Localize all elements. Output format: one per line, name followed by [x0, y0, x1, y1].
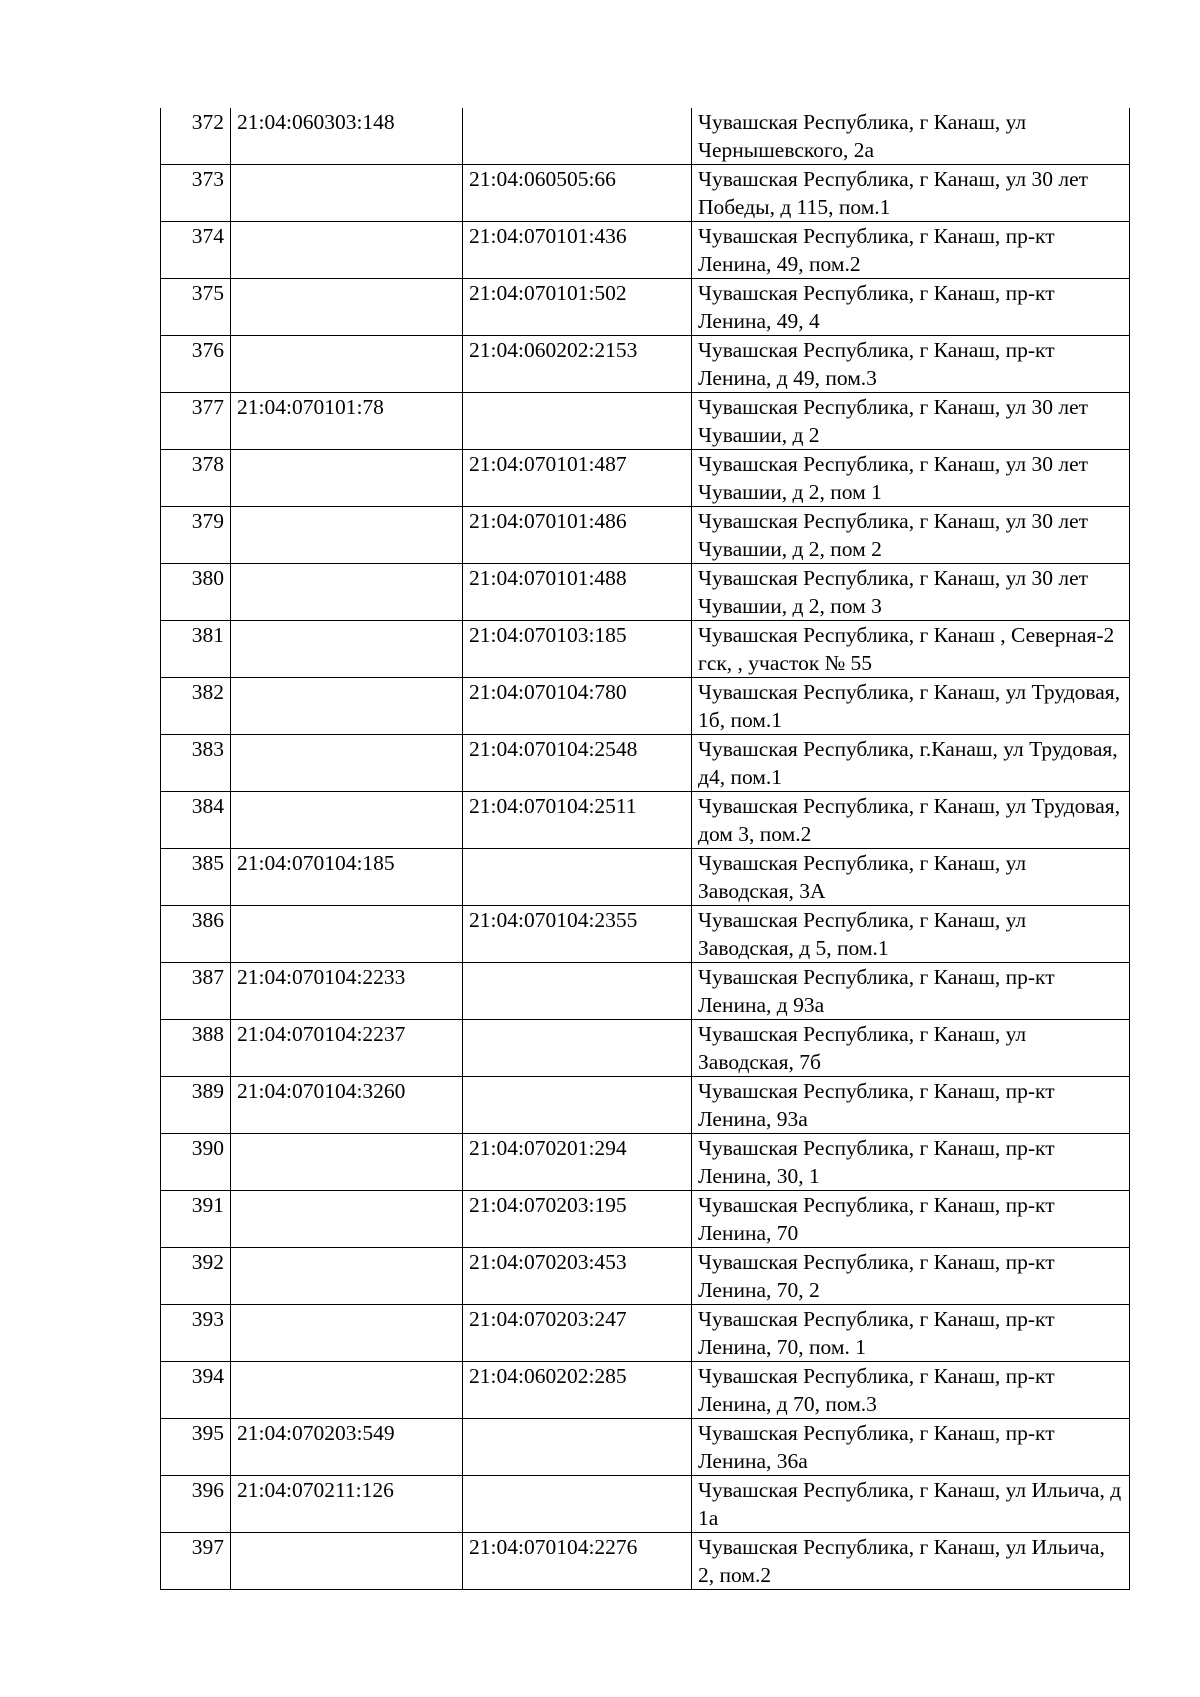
address: Чувашская Республика, г Канаш, пр-кт Ленина, д 49, пом.3	[692, 336, 1130, 393]
row-number: 374	[161, 222, 231, 279]
object-cadastral-number: 21:04:070101:502	[463, 279, 692, 336]
object-cadastral-number: 21:04:070201:294	[463, 1134, 692, 1191]
land-cadastral-number: 21:04:060303:148	[231, 108, 463, 165]
row-number: 376	[161, 336, 231, 393]
address: Чувашская Республика, г Канаш, ул Заводская, д 5, пом.1	[692, 906, 1130, 963]
row-number: 393	[161, 1305, 231, 1362]
land-cadastral-number	[231, 1191, 463, 1248]
row-number: 388	[161, 1020, 231, 1077]
object-cadastral-number: 21:04:070203:195	[463, 1191, 692, 1248]
object-cadastral-number: 21:04:070104:780	[463, 678, 692, 735]
table-row	[161, 393, 1130, 450]
land-cadastral-number	[231, 621, 463, 678]
table-row	[161, 222, 1130, 279]
table-row	[161, 108, 1130, 165]
row-number: 377	[161, 393, 231, 450]
address: Чувашская Республика, г Канаш, ул Ильича, 2, пом.2	[692, 1533, 1130, 1590]
land-cadastral-number	[231, 735, 463, 792]
address: Чувашская Республика, г Канаш, ул Ильича, д 1а	[692, 1476, 1130, 1533]
land-cadastral-number: 21:04:070104:185	[231, 849, 463, 906]
address: Чувашская Республика, г Канаш, пр-кт Ленина, 70, пом. 1	[692, 1305, 1130, 1362]
row-number: 373	[161, 165, 231, 222]
land-cadastral-number	[231, 222, 463, 279]
row-number: 385	[161, 849, 231, 906]
row-number: 392	[161, 1248, 231, 1305]
land-cadastral-number	[231, 336, 463, 393]
land-cadastral-number: 21:04:070203:549	[231, 1419, 463, 1476]
table-row	[161, 1533, 1130, 1590]
table-row	[161, 1077, 1130, 1134]
row-number: 381	[161, 621, 231, 678]
table-row	[161, 621, 1130, 678]
land-cadastral-number	[231, 1305, 463, 1362]
row-number: 372	[161, 108, 231, 165]
row-number: 390	[161, 1134, 231, 1191]
row-number: 379	[161, 507, 231, 564]
table-row	[161, 678, 1130, 735]
object-cadastral-number	[463, 849, 692, 906]
land-cadastral-number	[231, 1533, 463, 1590]
table-row	[161, 1191, 1130, 1248]
land-cadastral-number: 21:04:070104:2237	[231, 1020, 463, 1077]
address: Чувашская Республика, г Канаш, пр-кт Ленина, 36а	[692, 1419, 1130, 1476]
object-cadastral-number	[463, 393, 692, 450]
table-row	[161, 1020, 1130, 1077]
address: Чувашская Республика, г Канаш, ул Заводская, 3А	[692, 849, 1130, 906]
row-number: 380	[161, 564, 231, 621]
address: Чувашская Республика, г Канаш, ул Чернышевского, 2а	[692, 108, 1130, 165]
row-number: 378	[161, 450, 231, 507]
table-row	[161, 792, 1130, 849]
table-row	[161, 1476, 1130, 1533]
object-cadastral-number	[463, 1419, 692, 1476]
table-row	[161, 1419, 1130, 1476]
row-number: 396	[161, 1476, 231, 1533]
object-cadastral-number: 21:04:060202:285	[463, 1362, 692, 1419]
row-number: 383	[161, 735, 231, 792]
address: Чувашская Республика, г Канаш, ул Заводская, 7б	[692, 1020, 1130, 1077]
row-number: 386	[161, 906, 231, 963]
table-row	[161, 279, 1130, 336]
table-row	[161, 1305, 1130, 1362]
address: Чувашская Республика, г Канаш, ул 30 лет Чувашии, д 2, пом 3	[692, 564, 1130, 621]
object-cadastral-number	[463, 108, 692, 165]
address: Чувашская Республика, г Канаш, пр-кт Ленина, 93а	[692, 1077, 1130, 1134]
object-cadastral-number: 21:04:070104:2548	[463, 735, 692, 792]
land-cadastral-number	[231, 279, 463, 336]
land-cadastral-number	[231, 507, 463, 564]
object-cadastral-number: 21:04:070104:2276	[463, 1533, 692, 1590]
land-cadastral-number: 21:04:070104:2233	[231, 963, 463, 1020]
row-number: 384	[161, 792, 231, 849]
object-cadastral-number	[463, 1077, 692, 1134]
address: Чувашская Республика, г Канаш, ул 30 лет Чувашии, д 2, пом 1	[692, 450, 1130, 507]
row-number: 375	[161, 279, 231, 336]
object-cadastral-number	[463, 963, 692, 1020]
table-row	[161, 735, 1130, 792]
object-cadastral-number: 21:04:060202:2153	[463, 336, 692, 393]
address: Чувашская Республика, г Канаш, ул Трудовая, 1б, пом.1	[692, 678, 1130, 735]
table-row	[161, 507, 1130, 564]
table-row	[161, 1134, 1130, 1191]
address: Чувашская Республика, г Канаш, пр-кт Ленина, 70, 2	[692, 1248, 1130, 1305]
object-cadastral-number: 21:04:070104:2511	[463, 792, 692, 849]
land-cadastral-number	[231, 792, 463, 849]
land-cadastral-number	[231, 906, 463, 963]
address: Чувашская Республика, г Канаш, пр-кт Ленина, 49, пом.2	[692, 222, 1130, 279]
land-cadastral-number	[231, 1248, 463, 1305]
object-cadastral-number: 21:04:070203:453	[463, 1248, 692, 1305]
object-cadastral-number: 21:04:070101:486	[463, 507, 692, 564]
row-number: 391	[161, 1191, 231, 1248]
land-cadastral-number	[231, 678, 463, 735]
table-row	[161, 906, 1130, 963]
table-row	[161, 564, 1130, 621]
object-cadastral-number: 21:04:070101:487	[463, 450, 692, 507]
address: Чувашская Республика, г Канаш, пр-кт Ленина, 49, 4	[692, 279, 1130, 336]
object-cadastral-number	[463, 1476, 692, 1533]
row-number: 394	[161, 1362, 231, 1419]
object-cadastral-number: 21:04:070104:2355	[463, 906, 692, 963]
object-cadastral-number: 21:04:070101:436	[463, 222, 692, 279]
object-cadastral-number: 21:04:070203:247	[463, 1305, 692, 1362]
table-body	[161, 108, 1130, 1590]
object-cadastral-number: 21:04:070103:185	[463, 621, 692, 678]
row-number: 395	[161, 1419, 231, 1476]
land-cadastral-number: 21:04:070104:3260	[231, 1077, 463, 1134]
object-cadastral-number: 21:04:060505:66	[463, 165, 692, 222]
table-row	[161, 1248, 1130, 1305]
land-cadastral-number: 21:04:070211:126	[231, 1476, 463, 1533]
object-cadastral-number	[463, 1020, 692, 1077]
row-number: 387	[161, 963, 231, 1020]
address: Чувашская Республика, г Канаш, пр-кт Ленина, 30, 1	[692, 1134, 1130, 1191]
table-row	[161, 450, 1130, 507]
property-registry-table	[160, 108, 1130, 1590]
table-row	[161, 165, 1130, 222]
address: Чувашская Республика, г Канаш, ул 30 лет Победы, д 115, пом.1	[692, 165, 1130, 222]
land-cadastral-number	[231, 1134, 463, 1191]
land-cadastral-number: 21:04:070101:78	[231, 393, 463, 450]
address: Чувашская Республика, г.Канаш, ул Трудовая, д4, пом.1	[692, 735, 1130, 792]
address: Чувашская Республика, г Канаш, ул 30 лет Чувашии, д 2	[692, 393, 1130, 450]
table-row	[161, 963, 1130, 1020]
row-number: 397	[161, 1533, 231, 1590]
address: Чувашская Республика, г Канаш, ул 30 лет Чувашии, д 2, пом 2	[692, 507, 1130, 564]
land-cadastral-number	[231, 450, 463, 507]
table-row	[161, 849, 1130, 906]
row-number: 382	[161, 678, 231, 735]
table-row	[161, 336, 1130, 393]
address: Чувашская Республика, г Канаш , Северная-2 гск, , участок № 55	[692, 621, 1130, 678]
address: Чувашская Республика, г Канаш, пр-кт Ленина, 70	[692, 1191, 1130, 1248]
land-cadastral-number	[231, 165, 463, 222]
address: Чувашская Республика, г Канаш, пр-кт Ленина, д 70, пом.3	[692, 1362, 1130, 1419]
table-row	[161, 1362, 1130, 1419]
address: Чувашская Республика, г Канаш, пр-кт Ленина, д 93а	[692, 963, 1130, 1020]
object-cadastral-number: 21:04:070101:488	[463, 564, 692, 621]
address: Чувашская Республика, г Канаш, ул Трудовая, дом 3, пом.2	[692, 792, 1130, 849]
land-cadastral-number	[231, 1362, 463, 1419]
land-cadastral-number	[231, 564, 463, 621]
row-number: 389	[161, 1077, 231, 1134]
